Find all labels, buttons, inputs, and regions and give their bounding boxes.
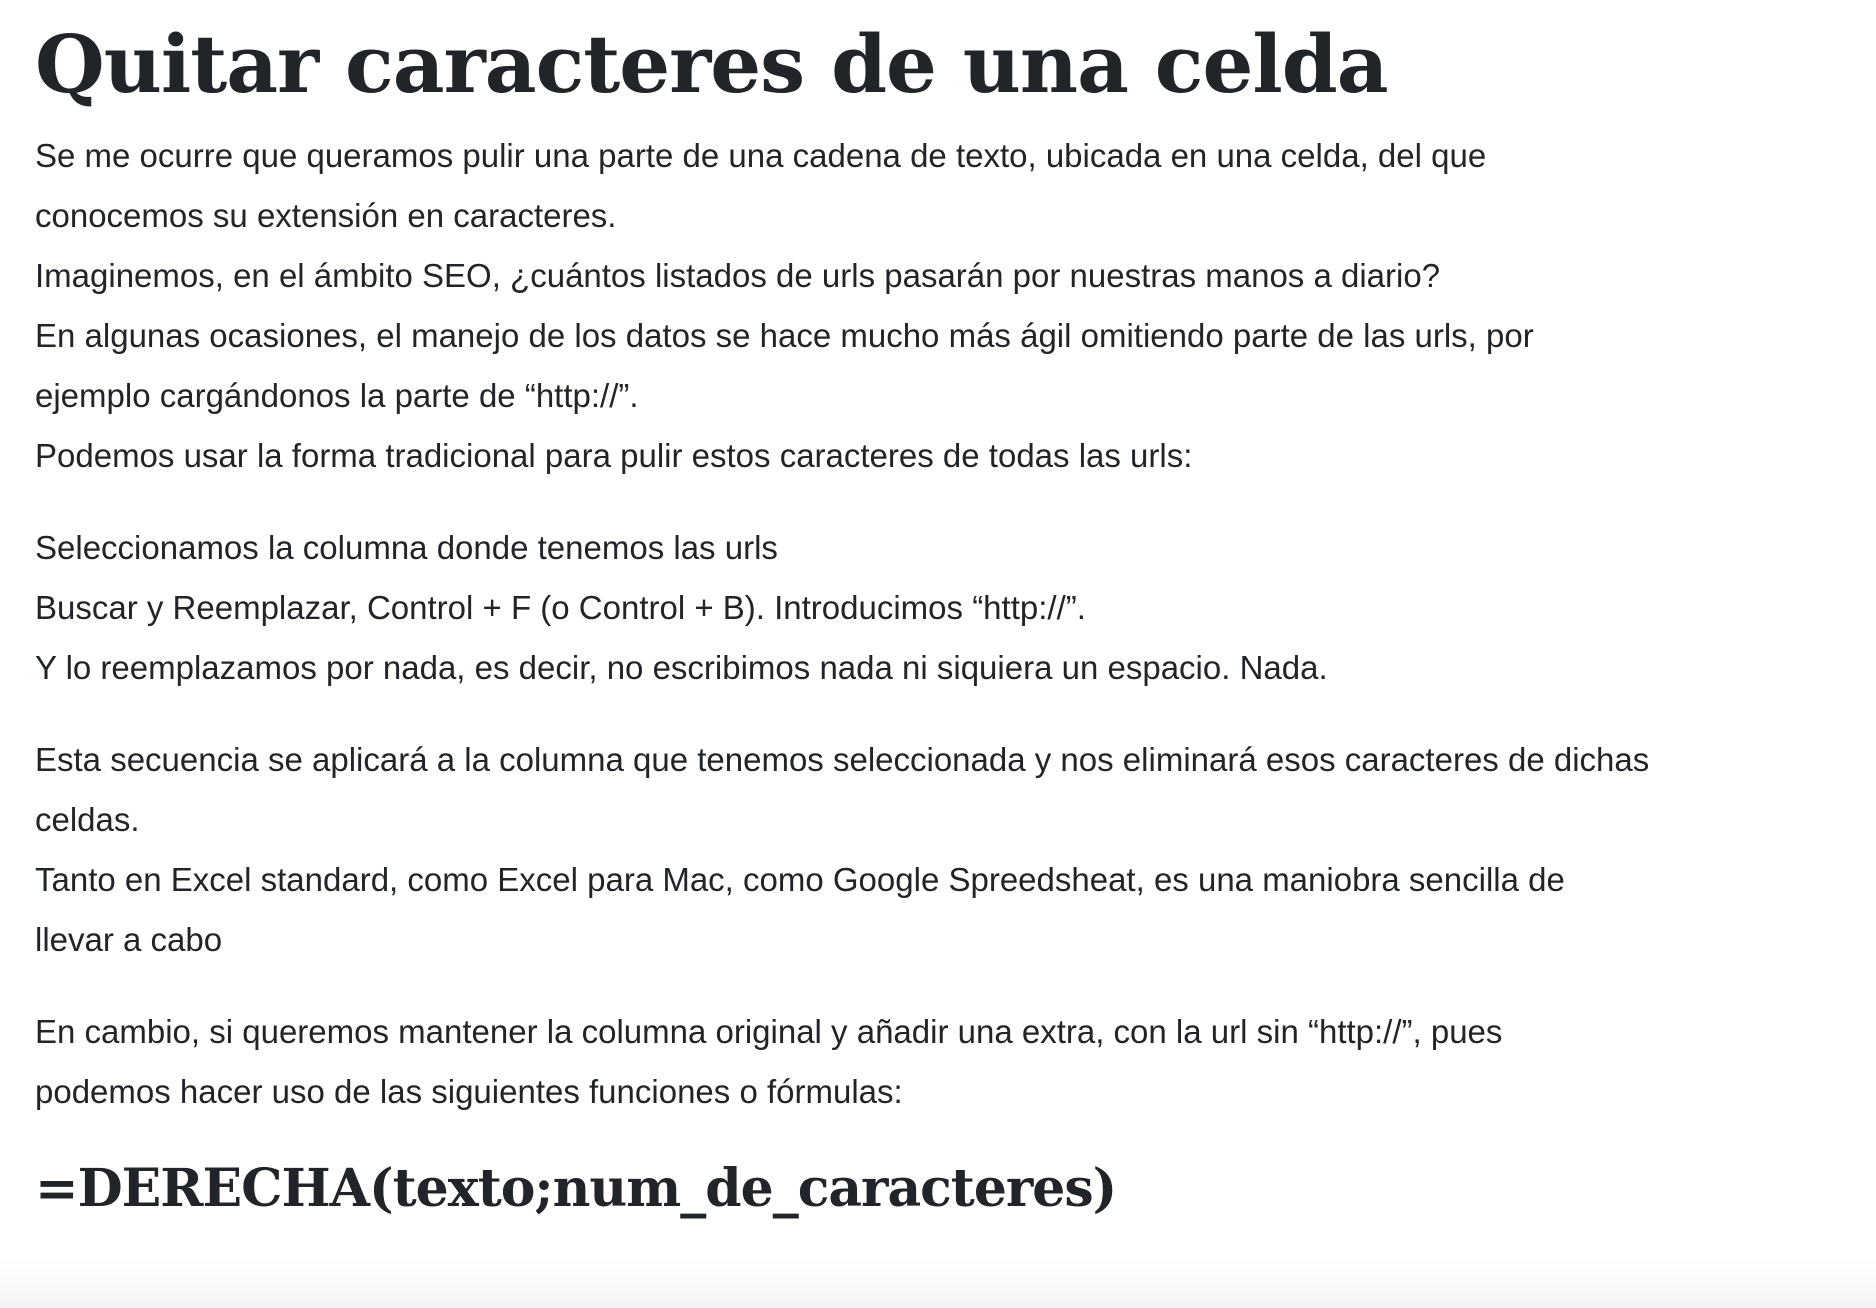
formula-heading: =DERECHA(texto;num_de_caracteres)	[35, 1158, 1117, 1219]
paragraph-alternative	[35, 1002, 1856, 1122]
text-line: En algunas ocasiones, el manejo de los datos se hace mucho más ágil omitiendo parte de las urls, por	[35, 317, 1534, 354]
paragraph-intro	[35, 126, 1856, 486]
text-line: Buscar y Reemplazar, Control + F (o Control + B). Introducimos “http://”.	[35, 589, 1086, 626]
text-line: Podemos usar la forma tradicional para pulir estos caracteres de todas las urls:	[35, 437, 1193, 474]
text-line: podemos hacer uso de las siguientes funciones o fórmulas:	[35, 1073, 903, 1110]
text-line: Tanto en Excel standard, como Excel para Mac, como Google Spreedsheat, es una maniobra sencilla de	[35, 861, 1565, 898]
text-line: En cambio, si queremos mantener la columna original y añadir una extra, con la url sin “http://”, pues	[35, 1013, 1503, 1050]
bottom-fade	[0, 1258, 1876, 1308]
text-line: llevar a cabo	[35, 921, 223, 958]
text-line: conocemos su extensión en caracteres.	[35, 197, 617, 234]
article	[35, 0, 1856, 1224]
paragraph-result	[35, 730, 1856, 970]
text-line: Se me ocurre que queramos pulir una parte de una cadena de texto, ubicada en una celda, del que	[35, 137, 1487, 174]
text-line: celdas.	[35, 801, 140, 838]
text-line: Esta secuencia se aplicará a la columna que tenemos seleccionada y nos eliminará esos caracteres de dichas	[35, 741, 1650, 778]
paragraph-steps	[35, 518, 1856, 698]
text-line: ejemplo cargándonos la parte de “http://”.	[35, 377, 639, 414]
text-line: Seleccionamos la columna donde tenemos las urls	[35, 529, 778, 566]
text-line: Imaginemos, en el ámbito SEO, ¿cuántos listados de urls pasarán por nuestras manos a diario?	[35, 257, 1441, 294]
text-line: Y lo reemplazamos por nada, es decir, no escribimos nada ni siquiera un espacio. Nada.	[35, 649, 1328, 686]
page-title: Quitar caracteres de una celda	[35, 17, 1388, 111]
